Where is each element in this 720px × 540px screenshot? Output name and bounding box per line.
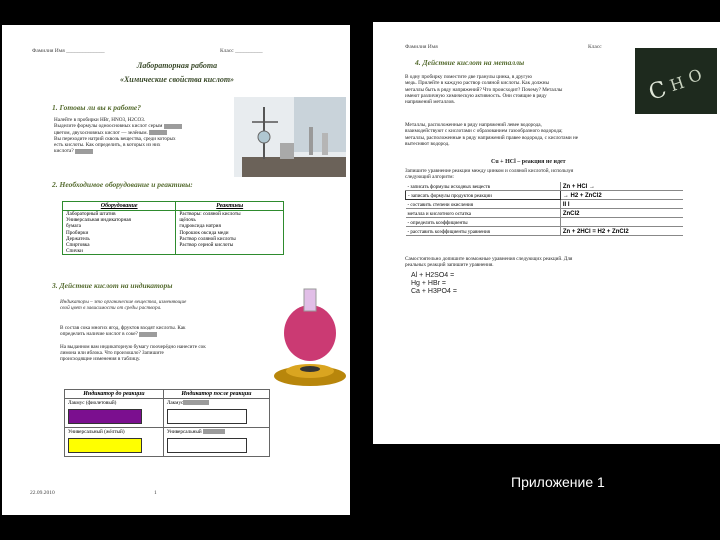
task-1-line: Выделите формулы одноосновных кислот серым xyxy=(54,123,234,129)
reagents-list: Растворы: соляной кислоты щёлочь гидроксида натрия Порошок оксида меди Раствор соляной кислоты Раствор серной кислоты xyxy=(176,211,284,255)
indicator-before-header: Индикатор до реакции xyxy=(65,390,164,399)
equipment-table xyxy=(62,201,284,255)
section-3-title: 3. Действие кислот на индикаторы xyxy=(52,281,173,290)
equations-list xyxy=(411,272,457,296)
equation: Hg + HBr = xyxy=(411,280,447,287)
reagents-header: Реактивы xyxy=(176,202,284,211)
table-row xyxy=(65,399,270,428)
equipment-header: Оборудование xyxy=(63,202,176,211)
task-4-text: В одну пробирку поместите две гранулы цинка, в другую медь. Прилейте в каждую раствор соляной кислоты. Как должны металлы быть в ряду напряжений? Что происходит? Почему? Металлы имеют различную химическую активность. Они стоящие в ряду напряжений металлов. xyxy=(405,74,563,106)
equation: Ca + H3PO4 = xyxy=(411,288,457,295)
answer-blank[interactable] xyxy=(203,429,225,434)
header-class: Класс xyxy=(588,44,602,50)
equation: Al + H2SO4 = xyxy=(411,272,455,279)
answer-field[interactable] xyxy=(167,409,247,424)
task-3-text: В состав сока многих ягод, фруктов входят кислоты. Как определить наличие кислот в соке? На выданном вам индикаторную бумагу поочерёдно нанесите сок лимона или яблока. Что произошло? Запишите происходящие изменения в таблицу. xyxy=(60,325,206,363)
indicator-name: Лакмус (фиолетовый) xyxy=(68,400,117,406)
indicator-table xyxy=(64,389,270,457)
table-row: - составить степени окисления II I xyxy=(406,200,684,209)
slide-caption: Приложение 1 xyxy=(511,474,605,490)
table-row: - записать формулы исходных веществ Zn + HCl → xyxy=(406,182,684,191)
table-row: металла и кислотного остатка ZnCl2 xyxy=(406,209,684,218)
answer-blank[interactable] xyxy=(164,124,182,129)
table-row: - расставить коэффициенты уравнения Zn + 2HCl = H2 + ZnCl2 xyxy=(406,227,684,236)
answer-blank[interactable] xyxy=(75,149,93,154)
task-1-line: Налейте в пробирки HBr, HNO3, H2CO3. xyxy=(54,117,146,123)
color-swatch xyxy=(68,438,142,453)
color-swatch xyxy=(68,409,142,424)
header-name: Фамилия Имя xyxy=(405,44,438,50)
task-1-line: цветом, двухосновных кислот — зелёным. xyxy=(54,130,234,136)
header-name: Фамилия Имя ______________ xyxy=(32,48,105,54)
footer-date: 22.09.2010 xyxy=(30,490,55,496)
table-row: - определить коэффициенты xyxy=(406,218,684,227)
svg-text:O: O xyxy=(685,65,705,88)
flask-image xyxy=(270,281,348,391)
svg-text:H: H xyxy=(667,72,687,96)
indicator-name: Лакмус xyxy=(166,400,184,406)
answer-blank[interactable] xyxy=(139,332,157,337)
indicator-name: Универсальный xyxy=(166,429,202,435)
chemistry-formula-image xyxy=(635,48,717,114)
algorithm-table xyxy=(405,182,683,236)
footer-page: 1 xyxy=(154,490,157,496)
reaction-line: Cu + HCl – реакция не идет xyxy=(491,159,566,165)
worksheet-page-1 xyxy=(2,25,350,515)
svg-text:C: C xyxy=(645,76,670,106)
header-class: Класс __________ xyxy=(220,48,263,54)
section-1-title: 1. Готовы ли вы к работе? xyxy=(52,103,142,112)
lab-equipment-image xyxy=(234,97,346,177)
task-1-line: есть кислоты. Как определить, в которых из них xyxy=(54,142,161,149)
task-1-line: кислота? xyxy=(54,148,234,154)
explain-text: Запишите уравнение реакции между цинком и соляной кислотой, используя следующий алгоритм: xyxy=(405,168,574,181)
lab-subtitle: «Химические свойства кислот» xyxy=(119,75,235,84)
answer-field[interactable] xyxy=(167,438,247,453)
indicator-name: Универсальный (жёлтый) xyxy=(68,429,125,435)
section-2-title: 2. Необходимое оборудование и реактивы: xyxy=(52,180,193,189)
indicator-after-header: Индикатор после реакции xyxy=(163,390,269,399)
equipment-list: Лабораторный штатив Универсальная индикаторная бумага Пробирки Держатель Спиртовка Спички xyxy=(63,211,176,255)
extra-task-text: Самостоятельно допишите возможные уравнения следующих реакций. Для реальных реакций запишите уравнения. xyxy=(405,256,573,269)
answer-blank[interactable] xyxy=(149,130,167,135)
answer-blank[interactable] xyxy=(183,400,209,405)
worksheet-page-2 xyxy=(373,22,720,444)
table-row: - записать формулы продуктов реакции → H2 + ZnCl2 xyxy=(406,191,684,200)
indicator-definition: Индикаторы – это органические вещества, изменяющие свой цвет в зависимости от среды раствора. xyxy=(60,299,187,312)
lab-title: Лабораторная работа xyxy=(136,61,218,70)
section-4-title: 4. Действие кислот на металлы xyxy=(415,58,525,67)
task-4-rule: Металлы, расположенные в ряду напряжений левее водорода, взаимодействуют с кислотами с образованием газообразного водорода; металлы, расположенные в ряду напряжений правее водорода, с кислотами не вытесняют водород. xyxy=(405,122,579,147)
table-row xyxy=(65,428,270,457)
task-1-line: Вы переходите натрий сквозь вещества, среди которых xyxy=(54,135,176,142)
task-1-text xyxy=(54,117,234,155)
